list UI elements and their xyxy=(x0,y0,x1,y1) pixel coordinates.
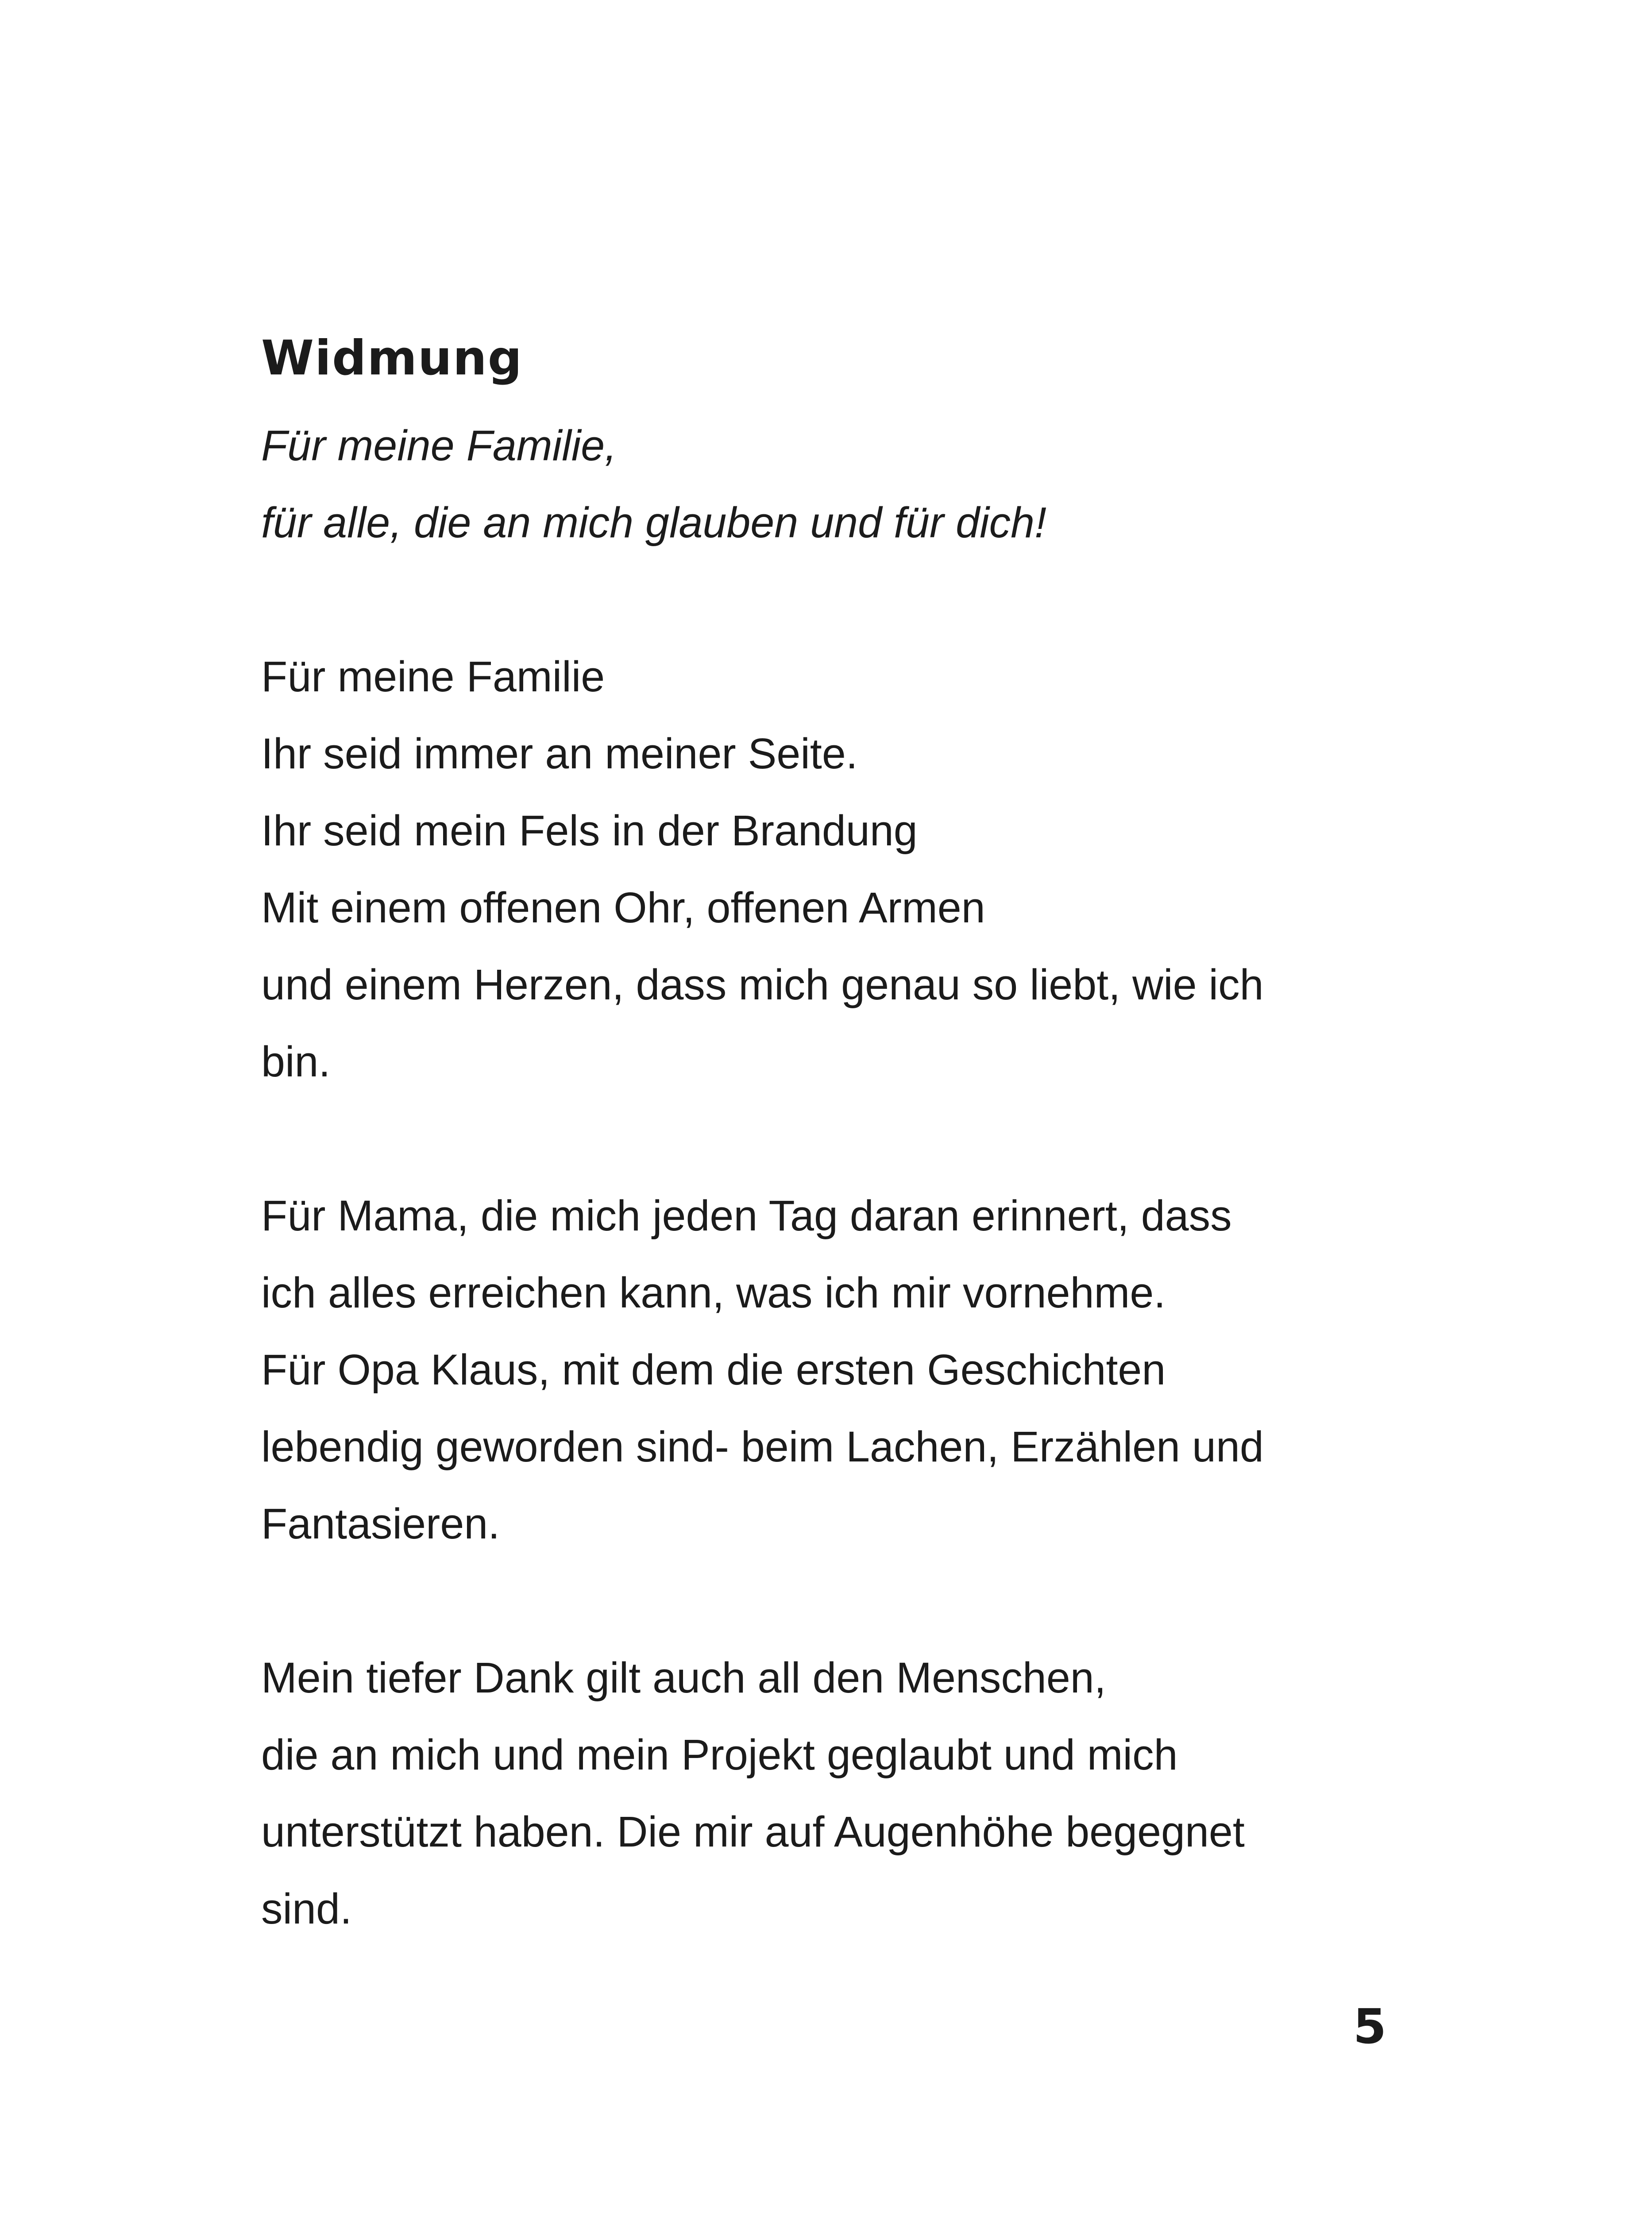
dedication-line: für alle, die an mich glauben und für dich! xyxy=(261,498,1047,547)
paragraph-family xyxy=(261,638,1394,1100)
text-line: die an mich und mein Projekt geglaubt und mich xyxy=(261,1731,1178,1779)
text-line: Für meine Familie xyxy=(261,652,605,701)
dedication-line: Für meine Familie, xyxy=(261,421,617,470)
page-content xyxy=(261,328,1394,1947)
text-line: Für Opa Klaus, mit dem die ersten Geschichten xyxy=(261,1346,1166,1394)
text-line: Ihr seid mein Fels in der Brandung xyxy=(261,806,918,855)
text-line: sind. xyxy=(261,1885,352,1933)
dedication xyxy=(261,407,1394,561)
page-title: Widmung xyxy=(261,331,523,386)
text-line: Fantasieren. xyxy=(261,1500,500,1548)
text-line: Ihr seid immer an meiner Seite. xyxy=(261,729,858,778)
paragraph-mama-opa xyxy=(261,1177,1394,1562)
paragraph-thanks xyxy=(261,1639,1394,1947)
text-line: Mit einem offenen Ohr, offenen Armen xyxy=(261,883,985,932)
text-line: Für Mama, die mich jeden Tag daran erinnert, dass xyxy=(261,1191,1232,1240)
text-line: und einem Herzen, dass mich genau so liebt, wie ich xyxy=(261,960,1264,1009)
text-line: bin. xyxy=(261,1037,331,1086)
text-line: Mein tiefer Dank gilt auch all den Menschen, xyxy=(261,1654,1106,1702)
text-line: ich alles erreichen kann, was ich mir vornehme. xyxy=(261,1268,1166,1317)
text-line: unterstützt haben. Die mir auf Augenhöhe begegnet xyxy=(261,1808,1245,1856)
text-line: lebendig geworden sind- beim Lachen, Erzählen und xyxy=(261,1423,1264,1471)
page-number: 5 xyxy=(1353,1999,1386,2055)
